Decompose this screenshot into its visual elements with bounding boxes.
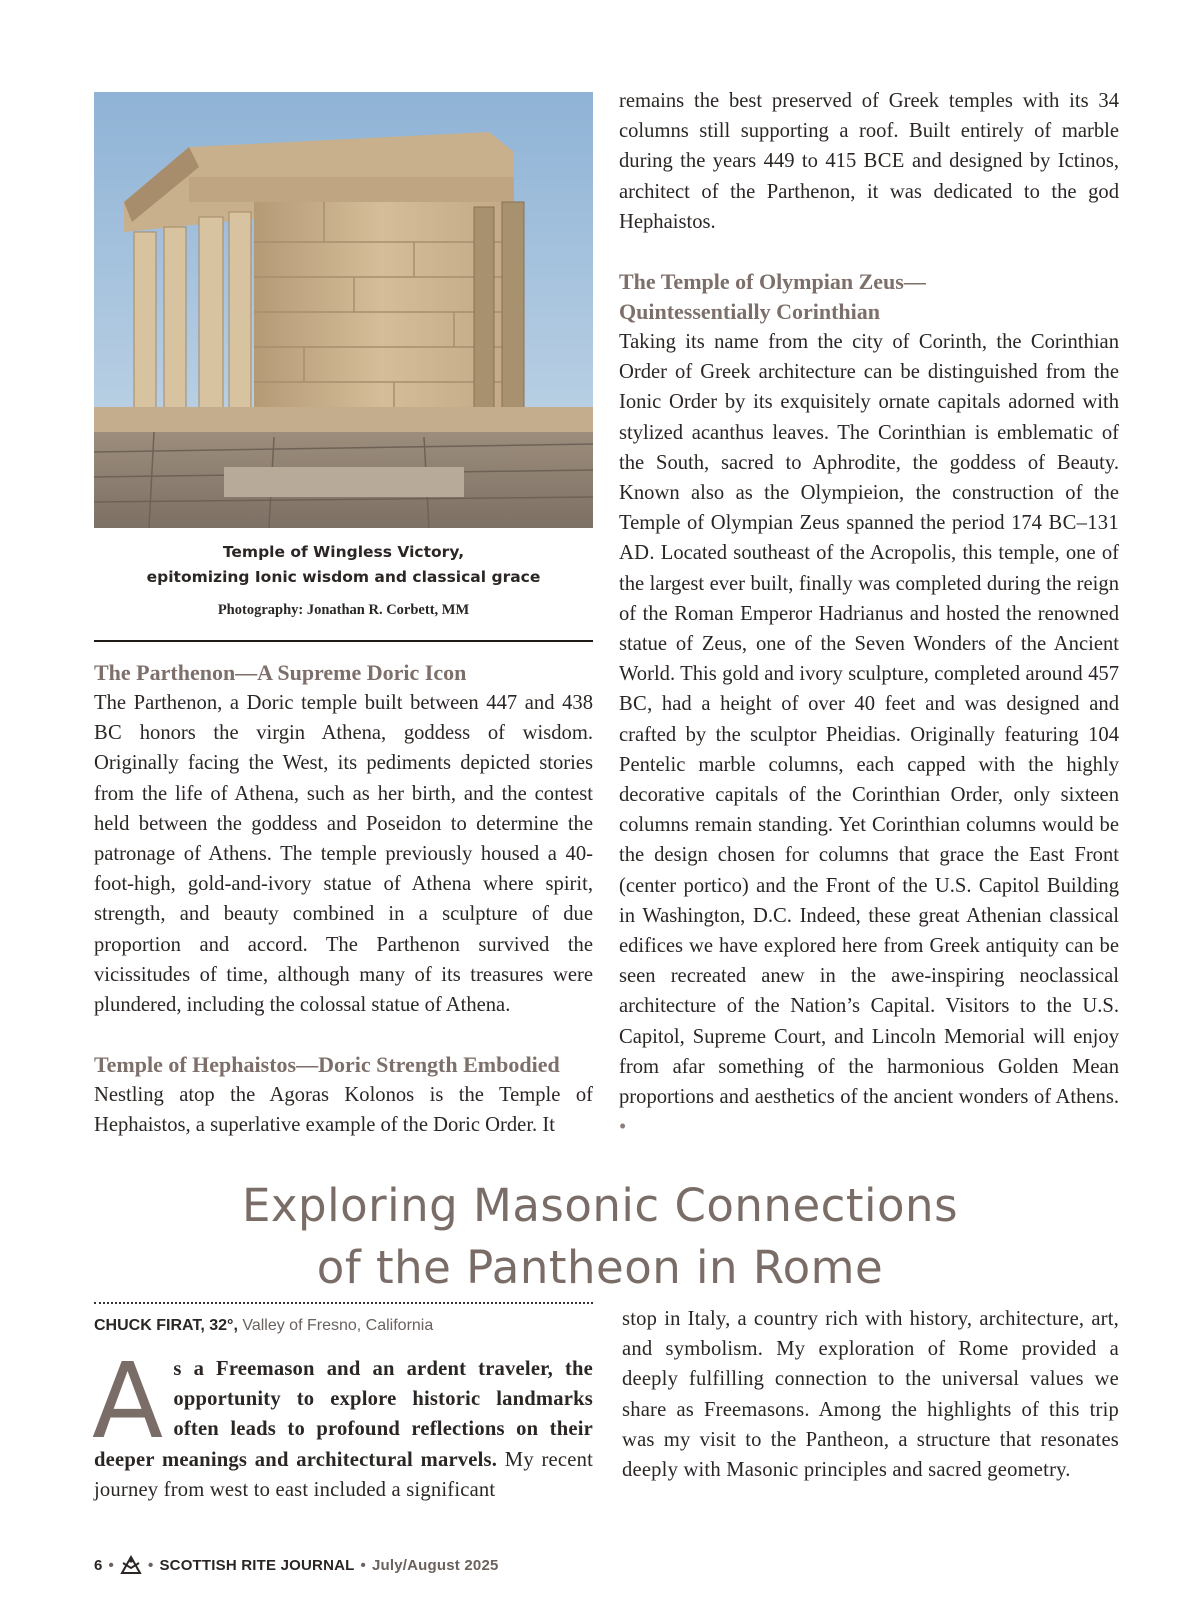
article-lead-paragraph bbox=[92, 1340, 593, 1505]
page-footer bbox=[94, 1553, 499, 1577]
article-right-column bbox=[622, 1304, 1119, 1485]
footer-separator-2: • bbox=[148, 1556, 154, 1574]
photo-credit: Photography: Jonathan R. Corbett, MM bbox=[217, 602, 470, 618]
caption-divider bbox=[94, 640, 593, 642]
continuation-text-a: remains the best preserved of Greek temples with its 34 columns still supporting a roof. Built entirely of marble during the years 449 to 415 bbox=[619, 90, 1119, 173]
article-left-column bbox=[92, 1340, 593, 1505]
zeus-era2: BC bbox=[619, 693, 648, 716]
byline-divider bbox=[94, 1302, 593, 1304]
hephaistos-paragraph: Nestling atop the Agoras Kolonos is the Temple of Hephaistos, a superlative example of the Doric Order. It bbox=[94, 1084, 593, 1137]
parthenon-paragraph bbox=[94, 688, 593, 1020]
parthenon-heading: The Parthenon—A Supreme Doric Icon bbox=[94, 660, 467, 685]
zeus-era1: BC–131 AD bbox=[619, 512, 1119, 565]
zeus-paragraph bbox=[619, 327, 1119, 1142]
author-name: CHUCK FIRAT, 32°, bbox=[94, 1317, 238, 1334]
article-title-line2: of the Pantheon in Rome bbox=[316, 1241, 884, 1294]
hephaistos-continuation bbox=[619, 86, 1119, 237]
footer-separator-1: • bbox=[108, 1556, 114, 1574]
parthenon-text-b: honors the virgin Athena, goddess of wisdom. Originally facing the West, its pediments depicted stories from the life of Athena, such as her birth, and the contest held between the goddess and Poseidon to determine the patronage of Athens. The temple previously housed a 40-foot-high, gold-and-ivory statue of Athena where spirit, strength, and beauty combined in a sculpture of due proportion and accord. The Parthenon survived the vicissitudes of time, although many of its treasures were plundered, including the colossal statue of Athena. bbox=[94, 722, 593, 1017]
parthenon-era: BC bbox=[94, 722, 123, 745]
zeus-text-a: Taking its name from the city of Corinth, the Corinthian Order of Greek architecture can be distinguished from the Ionic Order by its exquisitely ornate capitals adorned with stylized acanthus leaves. The Corinthian is emblematic of the South, sacred to Aphrodite, the goddess of Beauty. Known also as the Olympieion, the construction of the Temple of Olympian Zeus spanned the period 174 bbox=[619, 331, 1119, 535]
zeus-text-c: , had a height of over 40 feet and was designed and crafted by the sculptor Pheidias. Originally featuring 104 Pentelic marble columns, each capped with the highly decorative capitals of the Corinthian Order, only sixteen columns remain standing. Yet Corinthian columns would be the design chosen for columns that grace the East Front (center portico) and the Front of the U.S. Capitol Building in Washington, D.C. Indeed, these great Athenian classical edifices we have explored here from Greek antiquity can be seen recreated anew in the awe-inspiring neoclassical architecture of the Nation’s Capital. Visitors to the U.S. Capitol, Supreme Court, and Lincoln Memorial will enjoy from afar something of the harmonious Golden Mean proportions and aesthetics of the ancient wonders of Athens. bbox=[619, 693, 1119, 1109]
zeus-text-b: . Located southeast of the Acropolis, this temple, one of the largest ever built, finally was completed during the reign of the Roman Emperor Hadrianus and hosted the renowned statue of Zeus, one of the Seven Wonders of the Ancient World. This gold and ivory sculpture, completed around 457 bbox=[619, 542, 1119, 686]
photo-caption-line1: Temple of Wingless Victory, bbox=[222, 543, 465, 561]
temple-photo bbox=[94, 92, 593, 528]
continuation-era: BCE bbox=[863, 150, 905, 173]
right-column bbox=[619, 86, 1119, 1143]
zeus-heading-line2: Quintessentially Corinthian bbox=[619, 299, 880, 325]
byline bbox=[94, 1317, 593, 1335]
continuation-text-b: and designed by Ictinos, architect of the Parthenon, it was dedicated to the god Hephaistos. bbox=[619, 150, 1119, 233]
hephaistos-heading: Temple of Hephaistos—Doric Strength Embodied bbox=[94, 1052, 560, 1078]
author-valley: Valley of Fresno, California bbox=[242, 1317, 434, 1334]
page-number: 6 bbox=[94, 1556, 103, 1574]
parthenon-text-a: The Parthenon, a Doric temple built between 447 and 438 bbox=[94, 692, 593, 714]
left-column bbox=[94, 658, 593, 1141]
zeus-heading bbox=[619, 267, 1119, 327]
article-right-paragraph: stop in Italy, a country rich with history, architecture, art, and symbolism. My exploration of Rome provided a deeply fulfilling connection to the universal values we share as Freemasons. Among the highlights of this trip was my visit to the Pantheon, a structure that resonates deeply with Masonic principles and sacred geometry. bbox=[622, 1308, 1119, 1482]
drop-cap: A bbox=[92, 1340, 164, 1462]
issue-date: July/August 2025 bbox=[371, 1556, 499, 1574]
footer-separator-3: • bbox=[360, 1556, 366, 1574]
lead-bold: s a Freemason and an ardent traveler, the opportunity to explore historic landmarks often leads to profound reflections on their deeper meanings and architectural marvels. bbox=[94, 1358, 593, 1471]
end-mark: • bbox=[619, 1116, 627, 1139]
lead-rest: My recent journey from west to east included a significant bbox=[94, 1448, 593, 1501]
zeus-heading-line1: The Temple of Olympian Zeus— bbox=[619, 269, 926, 295]
scottish-rite-double-eagle-icon bbox=[120, 1555, 142, 1575]
photo-caption-line2: epitomizing Ionic wisdom and classical grace bbox=[146, 568, 541, 586]
article-title-line1: Exploring Masonic Connections bbox=[241, 1179, 959, 1232]
journal-name: SCOTTISH RITE JOURNAL bbox=[159, 1556, 355, 1574]
photo-caption bbox=[94, 540, 593, 590]
article-title bbox=[0, 1175, 1200, 1299]
